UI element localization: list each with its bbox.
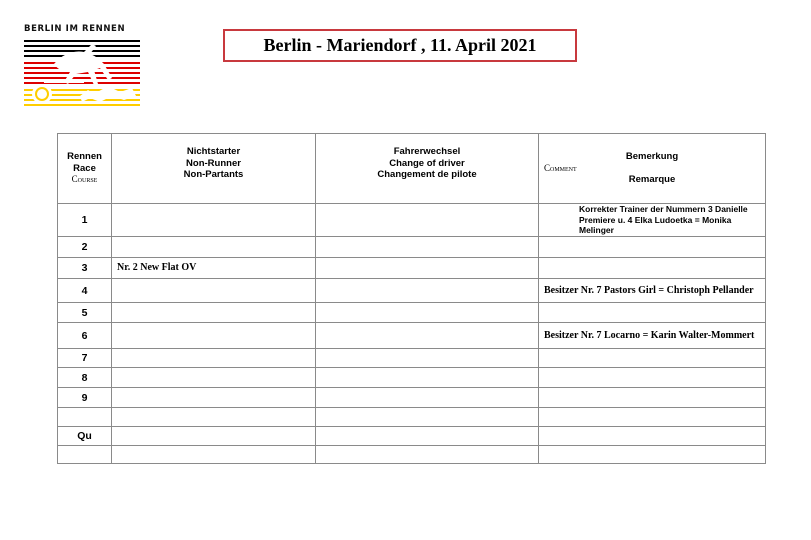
header-race-fr: Course — [71, 174, 98, 185]
remark-cell — [539, 368, 766, 388]
title-box — [223, 29, 577, 62]
table-row — [58, 446, 766, 464]
driver-cell — [316, 323, 539, 349]
table-row — [58, 237, 766, 258]
driver-cell — [316, 408, 539, 427]
nonrunner-cell — [112, 349, 316, 368]
remark-cell — [539, 303, 766, 323]
driver-cell — [316, 303, 539, 323]
nonrunner-cell: Nr. 2 New Flat OV — [112, 258, 316, 279]
header-remark — [539, 134, 766, 204]
header-row — [58, 134, 766, 204]
remark-cell — [539, 427, 766, 446]
driver-cell — [316, 279, 539, 303]
remark-cell — [539, 258, 766, 279]
race-number: 9 — [58, 388, 112, 408]
header-remark-de: Bemerkung — [625, 151, 679, 163]
remark-cell: Besitzer Nr. 7 Locarno = Karin Walter-Mommert — [539, 323, 766, 349]
race-number: Qu — [58, 427, 112, 446]
nonrunner-cell — [112, 408, 316, 427]
remark-cell — [539, 446, 766, 464]
table-row — [58, 258, 766, 279]
remark-cell — [539, 388, 766, 408]
header-nonrunner-fr: Non-Partants — [183, 169, 244, 181]
nonrunner-cell — [112, 427, 316, 446]
nonrunner-cell — [112, 279, 316, 303]
race-number — [58, 408, 112, 427]
race-number: 3 — [58, 258, 112, 279]
table-row — [58, 368, 766, 388]
race-number: 6 — [58, 323, 112, 349]
nonrunner-cell — [112, 368, 316, 388]
table-row — [58, 204, 766, 237]
berlin-im-rennen-logo — [24, 24, 140, 110]
race-number: 7 — [58, 349, 112, 368]
header-driver — [316, 134, 539, 204]
race-number: 1 — [58, 204, 112, 237]
table-row — [58, 427, 766, 446]
header-race-en: Race — [73, 162, 96, 174]
header-nonrunner-en: Non-Runner — [186, 157, 241, 169]
driver-cell — [316, 388, 539, 408]
driver-cell — [316, 446, 539, 464]
remark-cell — [539, 408, 766, 427]
race-number — [58, 446, 112, 464]
logo-text: BERLIN IM RENNEN — [24, 24, 126, 34]
nonrunner-cell — [112, 388, 316, 408]
nonrunner-cell — [112, 323, 316, 349]
driver-cell — [316, 258, 539, 279]
table-row — [58, 279, 766, 303]
header-race — [58, 134, 112, 204]
remark-cell — [539, 237, 766, 258]
race-changes-table — [57, 133, 766, 464]
header-remark-fr: Remarque — [628, 174, 676, 186]
header-driver-fr: Changement de pilote — [377, 169, 477, 181]
driver-cell — [316, 427, 539, 446]
table-row — [58, 408, 766, 427]
driver-cell — [316, 237, 539, 258]
table-row — [58, 303, 766, 323]
nonrunner-cell — [112, 237, 316, 258]
header-driver-en: Change of driver — [389, 157, 465, 169]
nonrunner-cell — [112, 204, 316, 237]
nonrunner-cell — [112, 303, 316, 323]
header-nonrunner — [112, 134, 316, 204]
race-number: 8 — [58, 368, 112, 388]
header-remark-en: Comment — [544, 162, 577, 173]
race-number: 5 — [58, 303, 112, 323]
remark-cell: Korrekter Trainer der Nummern 3 Danielle Premiere u. 4 Elka Ludoetka = Monika Melinger — [539, 204, 766, 237]
table-row — [58, 388, 766, 408]
table-row — [58, 349, 766, 368]
remark-cell — [539, 349, 766, 368]
header-driver-de: Fahrerwechsel — [393, 146, 461, 158]
race-number: 4 — [58, 279, 112, 303]
table-row — [58, 323, 766, 349]
header-race-de: Rennen — [67, 151, 102, 163]
header-nonrunner-de: Nichtstarter — [186, 146, 241, 158]
driver-cell — [316, 349, 539, 368]
remark-cell: Besitzer Nr. 7 Pastors Girl = Christoph Pellander — [539, 279, 766, 303]
driver-cell — [316, 204, 539, 237]
page-title: Berlin - Mariendorf , 11. April 2021 — [263, 35, 537, 55]
horse-racing-flag-graphic — [24, 34, 140, 110]
race-number: 2 — [58, 237, 112, 258]
driver-cell — [316, 368, 539, 388]
nonrunner-cell — [112, 446, 316, 464]
